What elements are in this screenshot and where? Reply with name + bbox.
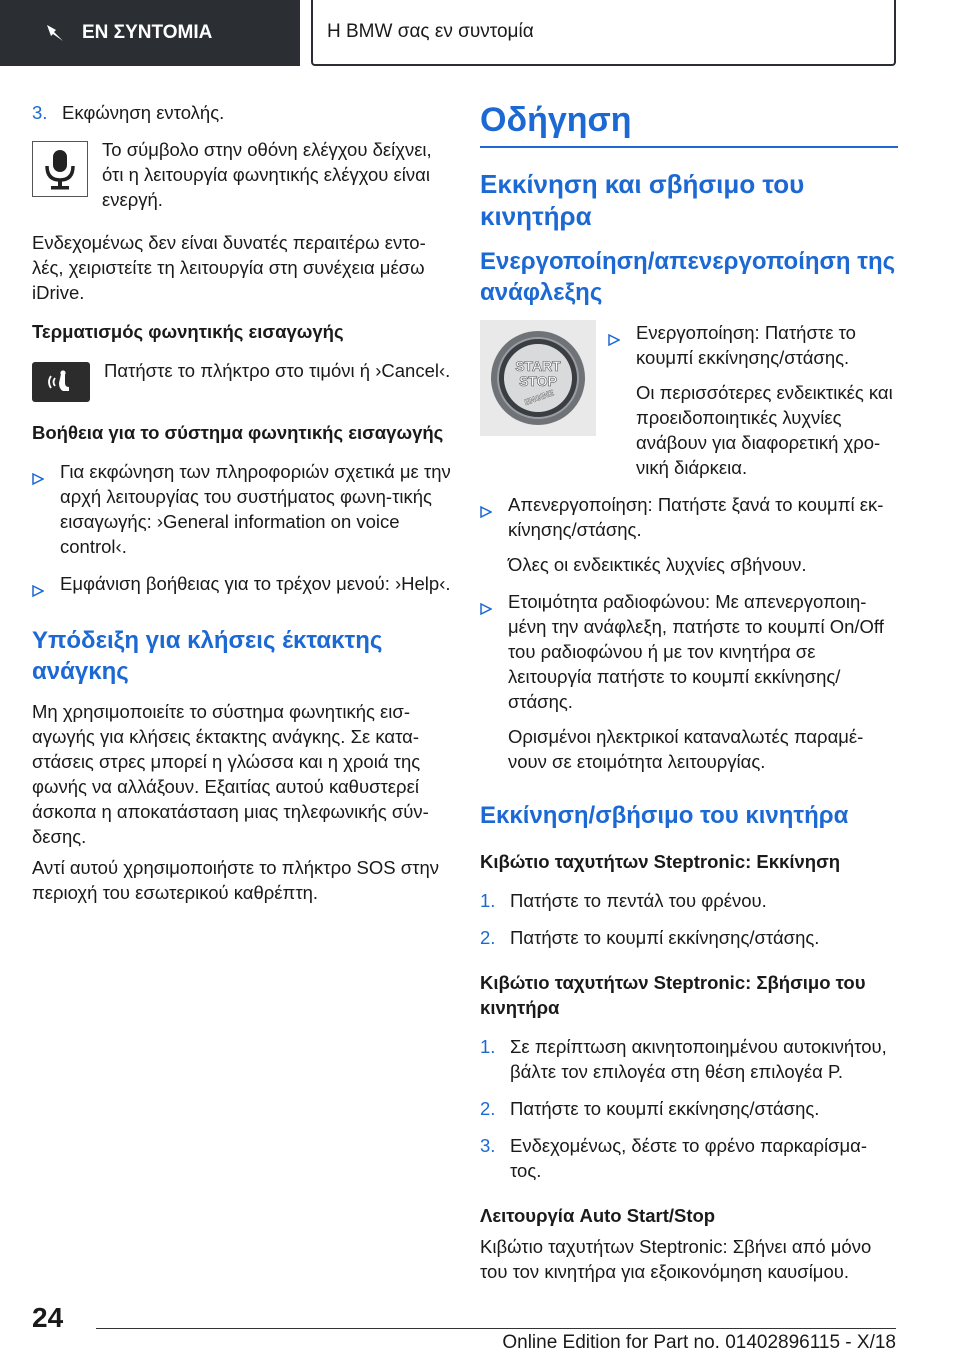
tab-quick-reference-label: ΕΝ ΣΥΝΤΟΜΙΑ	[82, 22, 213, 43]
triangle-bullet-icon	[32, 459, 60, 559]
end-voice-input-description: Πατήστε το πλήκτρο στο τιμόνι ή ›Cancel‹.	[104, 360, 451, 381]
button-label-start: START	[515, 358, 561, 374]
ignition-on-item	[608, 320, 898, 480]
ignition-on-row	[480, 320, 898, 480]
start-stop-button-image	[480, 320, 596, 436]
lightning-icon	[44, 22, 66, 44]
step-3	[32, 100, 452, 125]
microphone-icon	[32, 141, 88, 197]
sos-paragraph: Αντί αυτού χρησιμοποιήστε το πλήκτρο SOS στην περιοχή του εσωτερικού καθρέπτη.	[32, 857, 440, 903]
button-label-stop: STOP	[519, 373, 557, 389]
auto-start-stop-text: Κιβώτιο ταχυτήτων Steptronic: Σβήνει από μόνο του τον κινητήρα για εξοικονόμηση καυσίμου.	[480, 1236, 872, 1282]
steering-button-row	[32, 358, 452, 402]
radio-ready-subtext: Ορισμένοι ηλεκτρικοί καταναλωτές παραμέ-νουν σε ετοιμότητα λειτουργίας.	[508, 726, 864, 772]
mic-symbol-description: Το σύμβολο στην οθόνη ελέγχου δείχνει, ότι η λειτουργία φωνητικής ελέγχου είναι ενεργή.	[102, 139, 432, 210]
end-voice-input-heading: Τερματισμός φωνητικής εισαγωγής	[32, 321, 344, 342]
ignition-on-subtext: Οι περισσότερες ενδεικτικές και προειδοποιητικές λυχνίες ανάβουν για διαφορετική χρο-νική διάρκεια.	[636, 382, 893, 478]
triangle-bullet-icon	[480, 492, 508, 577]
start-step	[480, 925, 898, 950]
engine-start-stop-heading: Εκκίνηση/σβήσιμο του κινητήρα	[480, 802, 849, 829]
start-step	[480, 888, 898, 913]
triangle-bullet-icon	[608, 320, 636, 480]
right-column	[480, 100, 898, 1298]
radio-ready-item	[480, 589, 898, 774]
button-label-engine: ENGINE	[523, 388, 556, 408]
ignition-off-subtext: Όλες οι ενδεικτικές λυχνίες σβήνουν.	[508, 554, 807, 575]
step-number: 2.	[480, 927, 496, 948]
step-text: Σε περίπτωση ακινητοποιημένου αυτοκινήτου, βάλτε τον επιλογέα στη θέση επιλογέα P.	[510, 1036, 887, 1082]
step-number: 3.	[32, 102, 48, 123]
help-item-text: Για εκφώνηση των πληροφοριών σχετικά με την αρχή λειτουργίας του συστήματος φωνη-τικής εισαγωγής: ›General information on voice control‹.	[60, 461, 451, 557]
ignition-heading: Ενεργοποίηση/απενεργοποίηση της ανάφλεξης	[480, 248, 896, 306]
footer-divider	[96, 1328, 896, 1329]
section-title: Οδήγηση	[480, 100, 898, 148]
step-text: Πατήστε το κουμπί εκκίνησης/στάσης.	[510, 1098, 820, 1119]
page-number: 24	[32, 1302, 64, 1333]
ignition-off-text: Απενεργοποίηση: Πατήστε ξανά το κουμπί εκ-κίνησης/στάσης.	[508, 494, 884, 540]
edition-info: Online Edition for Part no. 01402896115 - X/18	[502, 1332, 896, 1353]
stop-step	[480, 1096, 898, 1121]
step-text: Εκφώνηση εντολής.	[62, 102, 225, 123]
tab-bmw-overview[interactable]	[311, 0, 896, 66]
step-text: Πατήστε το πεντάλ του φρένου.	[510, 890, 767, 911]
voice-button-icon	[32, 362, 90, 402]
auto-start-stop-heading: Λειτουργία Auto Start/Stop	[480, 1205, 716, 1226]
help-item-text: Εμφάνιση βοήθειας για το τρέχον μενού: ›Help‹.	[60, 573, 451, 594]
help-item	[32, 571, 452, 603]
step-text: Ενδεχομένως, δέστε το φρένο παρκαρίσμα-τος.	[510, 1135, 868, 1181]
voice-help-heading: Βοήθεια για το σύστημα φωνητικής εισαγωγής	[32, 422, 444, 443]
header-bar	[0, 0, 960, 66]
start-stop-engine-heading: Εκκίνηση και σβήσιμο του κινητήρα	[480, 169, 805, 231]
steptronic-stop-heading: Κιβώτιο ταχυτήτων Steptronic: Σβήσιμο του κινητήρα	[480, 972, 866, 1018]
left-column	[32, 100, 452, 919]
triangle-bullet-icon	[32, 571, 60, 603]
emergency-call-heading: Υπόδειξη για κλήσεις έκτακτης ανάγκης	[32, 627, 383, 685]
stop-step	[480, 1034, 898, 1084]
help-item	[32, 459, 452, 559]
step-number: 1.	[480, 1036, 496, 1057]
ignition-off-item	[480, 492, 898, 577]
step-number: 2.	[480, 1098, 496, 1119]
ignition-on-text: Ενεργοποίηση: Πατήστε το κουμπί εκκίνησης/στάσης.	[636, 322, 856, 368]
steptronic-start-heading: Κιβώτιο ταχυτήτων Steptronic: Εκκίνηση	[480, 851, 841, 872]
triangle-bullet-icon	[480, 589, 508, 774]
stop-step	[480, 1133, 898, 1183]
step-number: 3.	[480, 1135, 496, 1156]
further-commands-paragraph: Ενδεχομένως δεν είναι δυνατές περαιτέρω εντο-λές, χειριστείτε τη λειτουργία στη συνέχεια μέσω iDrive.	[32, 232, 426, 303]
radio-ready-text: Ετοιμότητα ραδιοφώνου: Με απενεργοποιη-μένη την ανάφλεξη, πατήστε το κουμπί On/Off του ραδιοφώνου ή με τον κινητήρα σε λειτουργία πατήστε το κουμπί εκκίνησης/στάσης.	[508, 591, 884, 712]
tab-bmw-overview-label: Η BMW σας εν συντομία	[327, 21, 534, 42]
step-number: 1.	[480, 890, 496, 911]
mic-symbol-row	[32, 137, 452, 212]
emergency-paragraph: Μη χρησιμοποιείτε το σύστημα φωνητικής εισ-αγωγής για κλήσεις έκτακτης ανάγκης. Σε κατα-στάσεις στρες μπορεί η γλώσσα και η χροιά της φωνής να αλλάξουν. Εξαιτίας αυτού καθυστερεί άσκοπα η αποκατάσταση μιας τηλεφωνικής σύν-δεσης.	[32, 701, 429, 847]
tab-quick-reference[interactable]	[0, 0, 300, 66]
step-text: Πατήστε το κουμπί εκκίνησης/στάσης.	[510, 927, 820, 948]
